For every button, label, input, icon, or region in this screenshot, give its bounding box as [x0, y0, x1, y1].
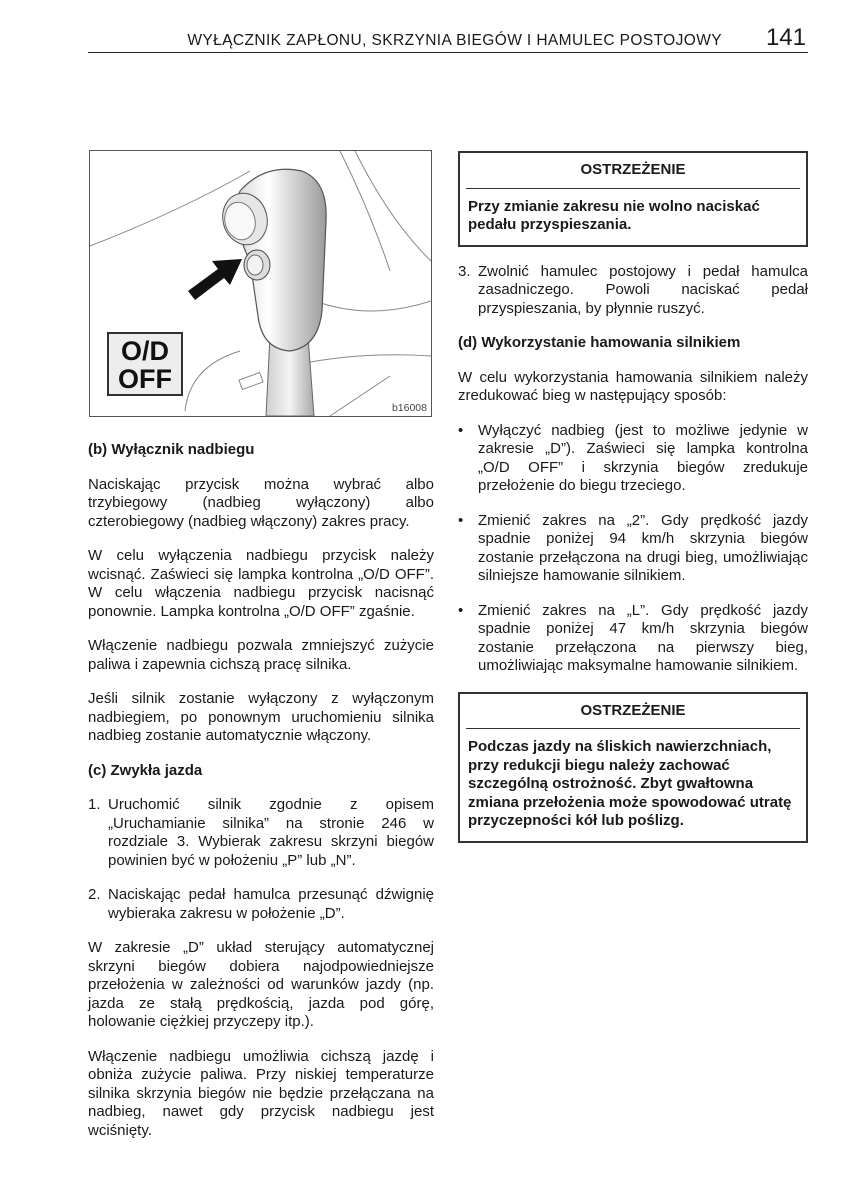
warning-title: OSTRZEŻENIE: [466, 153, 800, 189]
paragraph: Naciskając przycisk można wybrać albo trzybiegowy (nadbieg wyłączony) albo czterobiegowy (nadbieg włączony) zakres pracy.: [88, 475, 434, 530]
paragraph: W celu wykorzystania hamowania silnikiem należy zredukować bieg w następujący sposób:: [458, 368, 808, 404]
warning-box: [458, 692, 808, 843]
bullet-mark: •: [458, 601, 464, 619]
list-item: [88, 796, 434, 870]
step-number: 3.: [458, 262, 471, 280]
section-c-heading: (c) Zwykła jazda: [88, 761, 203, 779]
step-text: Uruchomić silnik zgodnie z opisem „Uruchamianie silnika” na stronie 246 w rozdziale 3. Wybierak zakresu skrzyni biegów powinien być w położeniu „P” lub „N”.: [108, 796, 434, 869]
bullet-text: Zmienić zakres na „2”. Gdy prędkość jazdy spadnie poniżej 94 km/h skrzynia biegów zostanie przełączona na drugi bieg, umożliwiając silniejsze hamowanie silnikiem.: [478, 511, 808, 584]
figure-code: b16008: [391, 402, 427, 414]
list-item: [88, 886, 434, 923]
section-d-heading: (d) Wykorzystanie hamowania silnikiem: [458, 334, 741, 351]
list-item: [458, 263, 808, 319]
warning-text: Przy zmianie zakresu nie wolno naciskać pedału przyspieszania.: [468, 197, 760, 233]
header-title: WYŁĄCZNIK ZAPŁONU, SKRZYNIA BIEGÓW I HAMULEC POSTOJOWY: [187, 32, 722, 49]
right-column: [458, 151, 808, 843]
step-number: 1.: [88, 796, 101, 813]
steps-list: [88, 796, 434, 923]
shift-lever-figure: [89, 150, 432, 417]
badge-line1: O/D: [120, 336, 169, 366]
paragraph: Włączenie nadbiegu umożliwia cichszą jazdę i obniża zużycie paliwa. Przy niskiej temperaturze silnika skrzynia biegów nie będzie przełączana na nadbieg, nawet gdy przycisk nadbiegu jest wciśnięty.: [88, 1047, 434, 1139]
paragraph: Włączenie nadbiegu pozwala zmniejszyć zużycie paliwa i zapewnia cichszą pracę silnika.: [88, 637, 434, 673]
bullet-text: Zmienić zakres na „L”. Gdy prędkość jazdy spadnie poniżej 47 km/h skrzynia biegów zostanie przełączona na pierwszy bieg, umożliwiając maksymalne hamowanie silnikiem.: [478, 601, 808, 674]
badge-line2: OFF: [118, 364, 172, 394]
list-item: [458, 422, 808, 496]
page-number: 141: [765, 24, 806, 51]
list-item: [458, 602, 808, 676]
paragraph: W celu wyłączenia nadbiegu przycisk należy wcisnąć. Zaświeci się lampka kontrolna „O/D OFF”. W celu włączenia nadbiegu przycisk nacisnąć ponownie. Lampka kontrolna „O/D OFF” zgaśnie.: [88, 547, 434, 620]
page-header: [88, 24, 808, 53]
bullet-list: [458, 422, 808, 676]
od-off-badge: [107, 332, 183, 396]
bullet-mark: •: [458, 511, 464, 529]
warning-text: Podczas jazdy na śliskich nawierzchniach, przy redukcji biegu należy zachować szczególną ostrożność. Zbyt gwałtowna zmiana przełożenia może spowodować utratę przyczepności kół lub poślizg.: [468, 738, 792, 829]
warning-box: [458, 151, 808, 247]
step-number: 2.: [88, 886, 101, 903]
bullet-mark: •: [458, 421, 464, 439]
step-text: Zwolnić hamulec postojowy i pedał hamulca zasadniczego. Powoli naciskać pedał przyspieszania, by płynnie ruszyć.: [478, 262, 808, 317]
paragraph: W zakresie „D” układ sterujący automatycznej skrzyni biegów dobiera najodpowiedniejsze przełożenia w zależności od warunków jazdy (np. jazda ze stałą prędkością, jazda pod górę, holowanie ciężkiej przyczepy itp.).: [88, 939, 434, 1030]
section-b-heading: (b) Wyłącznik nadbiegu: [88, 441, 255, 458]
paragraph: Jeśli silnik zostanie wyłączony z wyłączonym nadbiegiem, po ponownym uruchomieniu silnika nadbieg zostanie automatycznie włączony.: [88, 690, 434, 744]
step-text: Naciskając pedał hamulca przesunąć dźwignię wybieraka zakresu w położenie „D”.: [108, 886, 434, 922]
steps-list: [458, 263, 808, 319]
bullet-text: Wyłączyć nadbieg (jest to możliwe jedynie w zakresie „D”). Zaświeci się lampka kontrolna „O/D OFF” i skrzynia biegów zredukuje przełożenie do biegu trzeciego.: [478, 421, 808, 494]
list-item: [458, 512, 808, 586]
warning-title: OSTRZEŻENIE: [466, 694, 800, 730]
left-column: [88, 441, 434, 1156]
